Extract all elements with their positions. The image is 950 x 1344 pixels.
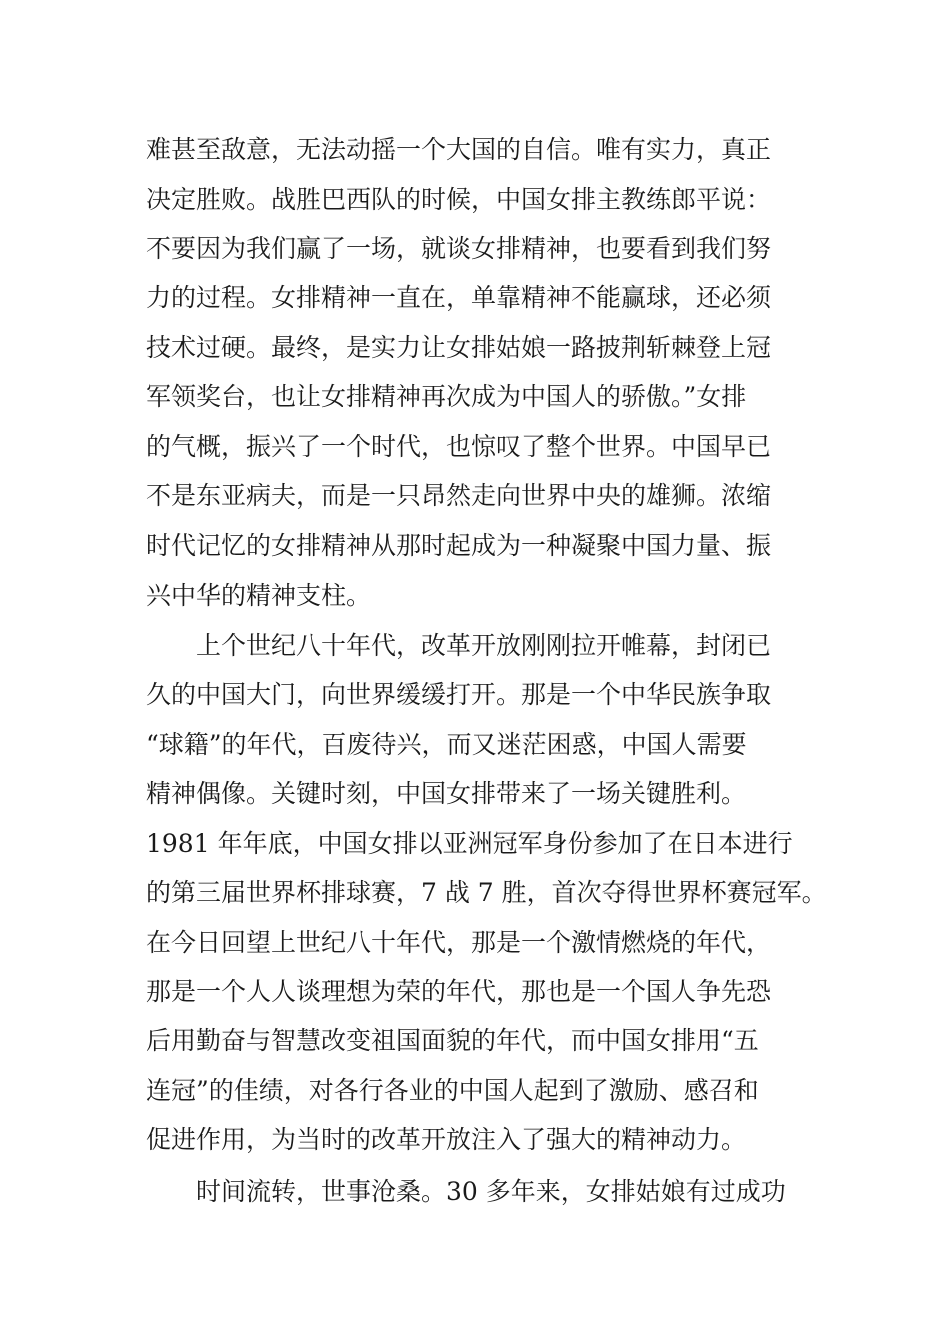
text-line: 时代记忆的女排精神从那时起成为一种凝聚中国力量、振: [146, 531, 772, 560]
text-line: 久的中国大门，向世界缓缓打开。那是一个中华民族争取: [146, 680, 772, 709]
text-line: 精神偶像。关键时刻，中国女排带来了一场关键胜利。: [146, 779, 747, 808]
text-line: 那是一个人人谈理想为荣的年代，那也是一个国人争先恐: [146, 977, 772, 1006]
text-line: 1981 年年底，中国女排以亚洲冠军身份参加了在日本进行: [146, 829, 793, 858]
text-line: 军领奖台，也让女排精神再次成为中国人的骄傲。”女排: [146, 382, 747, 411]
text-line: 技术过硬。最终，是实力让女排姑娘一路披荆斩棘登上冠: [146, 333, 772, 362]
text-line: 不要因为我们赢了一场，就谈女排精神，也要看到我们努: [146, 234, 772, 263]
text-line: 难甚至敌意，无法动摇一个大国的自信。唯有实力，真正: [146, 135, 772, 164]
paragraph-first-line: 上个世纪八十年代，改革开放刚刚拉开帷幕，封闭已: [196, 631, 772, 660]
paragraph-first-line: 时间流转，世事沧桑。30 多年来，女排姑娘有过成功: [196, 1177, 786, 1206]
text-line: “球籍”的年代，百废待兴，而又迷茫困惑，中国人需要: [146, 730, 747, 759]
text-line: 力的过程。女排精神一直在，单靠精神不能赢球，还必须: [146, 283, 772, 312]
text-line: 的气概，振兴了一个时代，也惊叹了整个世界。中国早已: [146, 432, 772, 461]
text-line: 在今日回望上世纪八十年代，那是一个激情燃烧的年代，: [146, 928, 772, 957]
text-line: 后用勤奋与智慧改变祖国面貌的年代，而中国女排用“五: [146, 1026, 759, 1055]
text-line: 连冠”的佳绩，对各行各业的中国人起到了激励、感召和: [146, 1076, 759, 1105]
text-line: 不是东亚病夫，而是一只昂然走向世界中央的雄狮。浓缩: [146, 481, 772, 510]
text-line: 决定胜败。战胜巴西队的时候，中国女排主教练郎平说：: [146, 185, 772, 214]
text-line: 的第三届世界杯排球赛，7 战 7 胜，首次夺得世界杯赛冠军。: [146, 878, 827, 907]
text-line: 促进作用，为当时的改革开放注入了强大的精神动力。: [146, 1125, 747, 1154]
text-line: 兴中华的精神支柱。: [146, 581, 372, 610]
